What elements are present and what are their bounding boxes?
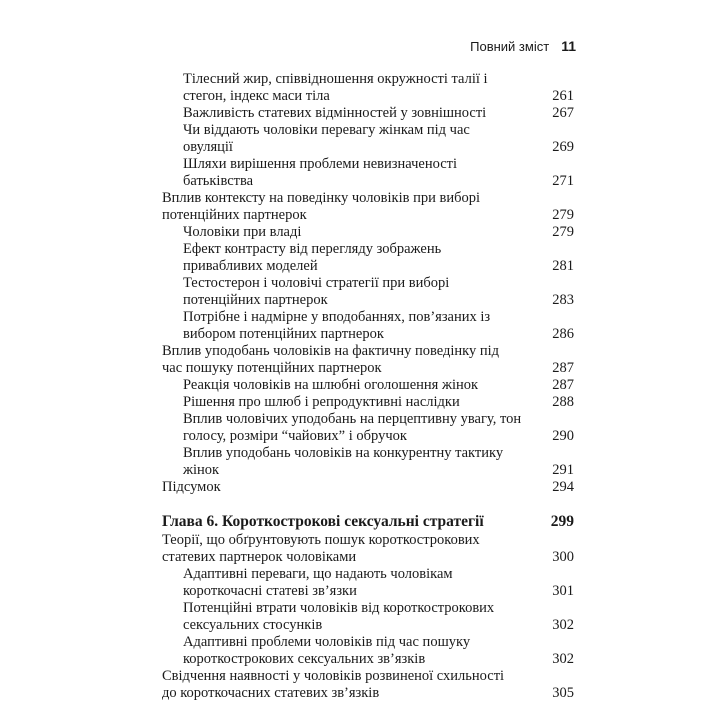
toc-entry <box>183 309 574 343</box>
running-header-title: Повний зміст <box>470 39 550 54</box>
toc-entry <box>162 479 574 496</box>
toc-entry-title: Теорії, що обґрунтовують пошук короткострокових статевих партнерок чоловіками <box>162 532 480 565</box>
toc-entry-page: 261 <box>552 88 574 104</box>
toc-entry-page: 302 <box>552 651 574 667</box>
toc-entry-page: 302 <box>552 617 574 633</box>
toc-entry-title: Тілесний жир, співвідношення окружності талії і стегон, індекс маси тіла <box>183 71 488 104</box>
toc-entry-page: 271 <box>552 173 574 189</box>
toc-entry-title: Вплив уподобань чоловіків на фактичну поведінку під час пошуку потенційних партнерок <box>162 343 500 376</box>
chapter-page: 299 <box>550 513 574 530</box>
toc-entry <box>183 156 574 190</box>
toc-entry-page: 283 <box>552 292 574 308</box>
toc-entry-title: Адаптивні проблеми чоловіків під час пошуку короткострокових сексуальних зв’язків <box>183 634 471 667</box>
toc-entry-page: 305 <box>552 685 574 701</box>
toc-entry-title: Рішення про шлюб і репродуктивні наслідки <box>183 394 460 410</box>
toc-entry <box>183 275 574 309</box>
toc-entry-title: Адаптивні переваги, що надають чоловікам короткочасні статеві зв’язки <box>183 566 453 599</box>
toc-entry-title: Чоловіки при владі <box>183 224 302 240</box>
page-number: 11 <box>561 38 576 54</box>
toc-entry <box>162 343 574 377</box>
toc-entry-title: Тестостерон і чоловічі стратегії при виборі потенційних партнерок <box>183 275 450 308</box>
toc-entry-title: Чи віддають чоловіки перевагу жінкам під час овуляції <box>183 122 470 155</box>
toc-entry-title: Реакція чоловіків на шлюбні оголошення жінок <box>183 377 479 393</box>
toc-entry-title: Підсумок <box>162 479 221 495</box>
toc-entry-page: 269 <box>552 139 574 155</box>
toc-entry-title: Вплив чоловічих уподобань на перцептивну увагу, тон голосу, розміри “чайових” і обручок <box>183 411 522 444</box>
toc-entry <box>162 190 574 224</box>
toc-entry-title: Ефект контрасту від перегляду зображень привабливих моделей <box>183 241 442 274</box>
toc-entry <box>183 377 574 394</box>
toc-entry-page: 294 <box>552 479 574 495</box>
toc-entry-page: 279 <box>552 224 574 240</box>
toc-entry-page: 286 <box>552 326 574 342</box>
toc-entry <box>183 411 574 445</box>
toc-entry-page: 291 <box>552 462 574 478</box>
toc-entry-page: 279 <box>552 207 574 223</box>
toc-entry-page: 288 <box>552 394 574 410</box>
toc-entry-page: 287 <box>552 377 574 393</box>
toc-entry <box>183 600 574 634</box>
toc-entry-title: Потенційні втрати чоловіків від короткострокових сексуальних стосунків <box>183 600 495 633</box>
toc-entry-page: 287 <box>552 360 574 376</box>
running-header <box>470 38 576 54</box>
toc-entry-page: 300 <box>552 549 574 565</box>
toc-entry <box>162 668 574 702</box>
toc-entry-title: Важливість статевих відмінностей у зовнішності <box>183 105 487 121</box>
toc-entry <box>162 532 574 566</box>
toc-entry-title: Потрібне і надмірне у вподобаннях, пов’язаних із вибором потенційних партнерок <box>183 309 491 342</box>
toc-entry-page: 281 <box>552 258 574 274</box>
toc-entry <box>183 71 574 105</box>
toc-entry-page: 301 <box>552 583 574 599</box>
toc-entry <box>183 224 574 241</box>
toc-entry <box>183 634 574 668</box>
toc-entry <box>183 445 574 479</box>
toc-entry <box>183 566 574 600</box>
table-of-contents <box>162 71 574 702</box>
toc-entry-title: Свідчення наявності у чоловіків розвиненої схильності до короткочасних статевих зв’язків <box>162 668 505 701</box>
toc-entry-page: 290 <box>552 428 574 444</box>
toc-entry <box>183 241 574 275</box>
toc-entry <box>183 105 574 122</box>
toc-entry-page: 267 <box>552 105 574 121</box>
toc-entry-title: Вплив уподобань чоловіків на конкурентну тактику жінок <box>183 445 504 478</box>
toc-entry-title: Вплив контексту на поведінку чоловіків при виборі потенційних партнерок <box>162 190 481 223</box>
toc-entry <box>183 394 574 411</box>
toc-entry-title: Шляхи вирішення проблеми невизначеності батьківства <box>183 156 458 189</box>
chapter-title: Глава 6. Короткострокові сексуальні стратегії <box>162 513 484 530</box>
toc-chapter-heading <box>162 513 574 530</box>
toc-entry <box>183 122 574 156</box>
